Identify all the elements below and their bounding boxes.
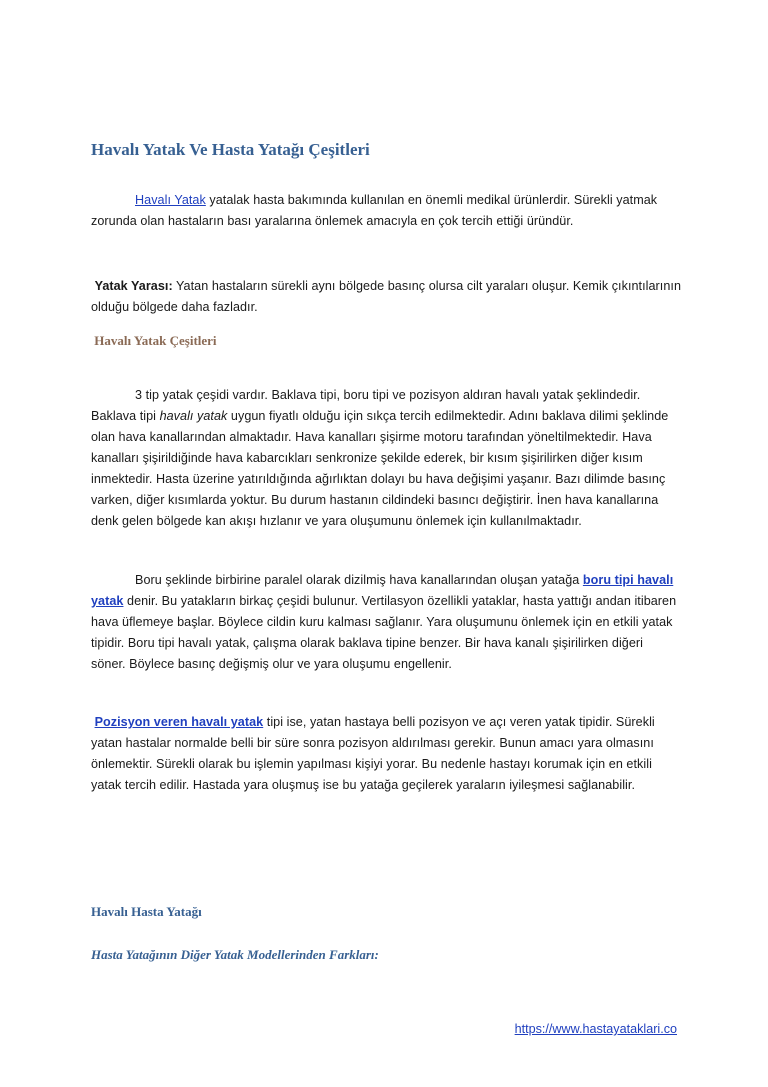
section-heading (91, 333, 681, 349)
section-heading-text: Havalı Yatak Çeşitleri (94, 333, 217, 348)
paragraph-yatak-yarasi (91, 276, 681, 318)
paragraph-text: 3 tip yatak çeşidi vardır. Baklava tipi, boru tipi ve pozisyon aldıran havalı yatak şeklindedir. Baklava tipi (91, 388, 641, 423)
page-title: Havalı Yatak Ve Hasta Yatağı Çeşitleri (91, 140, 370, 159)
paragraph-types (91, 385, 681, 532)
paragraph-pozisyon (91, 712, 681, 796)
paragraph-boru-tipi (91, 570, 681, 675)
paragraph-intro (91, 190, 681, 232)
subheading-farklari: Hasta Yatağının Diğer Yatak Modellerinden Farkları: (91, 947, 379, 962)
boru-tipi-link[interactable]: boru tipi havalı yatak (91, 573, 674, 608)
paragraph-text: Yatan hastaların sürekli aynı bölgede basınç olursa cilt yaraları oluşur. Kemik çıkıntılarının olduğu bölgede daha fazladır. (91, 279, 682, 314)
term-label: Yatak Yarası: (94, 279, 173, 293)
pozisyon-link[interactable]: Pozisyon veren havalı yatak (94, 715, 264, 729)
subheading-hasta-yatagi: Havalı Hasta Yatağı (91, 904, 202, 919)
paragraph-text: yatalak hasta bakımında kullanılan en önemli medikal ürünlerdir. Sürekli yatmak zorunda olan hastaların bası yaralarına önlemek amacıyla en çok tercih ettiği üründür. (91, 193, 658, 228)
paragraph-text: Boru şeklinde birbirine paralel olarak dizilmiş hava kanallarından oluşan yatağa (135, 573, 583, 587)
footer-url-link[interactable]: https://www.hastayataklari.co (514, 1022, 677, 1036)
havali-yatak-link[interactable]: Havalı Yatak (135, 193, 206, 207)
paragraph-text: tipi ise, yatan hastaya belli pozisyon ve açı veren yatak tipidir. Sürekli yatan hastalar normalde belli bir süre sonra pozisyon aldırılması gerekir. Bunun amacı yara olmasını önlemektir. Sürekli olarak bu işlemin yapılması kişiyi yorar. Bu nedenle hastayı korumak için en etkili yatak tercih edilir. Hastada yara oluşmuş ise bu yatağa geçilerek yaraların iyileşmesi sağlanabilir. (91, 715, 655, 792)
paragraph-text: uygun fiyatlı olduğu için sıkça tercih edilmektedir. Adını baklava dilimi şeklinde olan hava kanallarından almaktadır. Hava kanalları şişirme motoru tarafından yöneltilmektedir. Hava kanalları şişirildiğinde hava kabarcıkları senkronize şekilde ederek, bir kısım şişirilirken diğer kısım inmektedir. Hasta üzerine yatırıldığında ağırlıktan dolayı bu hava değişimi yaşanır. Bazı dilimde basınç varken, diğer kısımlarda yoktur. Bu durum hastanın cildindeki basıncı değiştirir. İnen hava kanallarına denk gelen bölgede kan akışı hızlanır ve yara oluşumunu önlemek için kullanılmaktadır. (91, 409, 669, 528)
paragraph-text: denir. Bu yatakların birkaç çeşidi bulunur. Vertilasyon özellikli yataklar, hasta yattığı andan itibaren hava üflemeye başlar. Böylece cildin kuru kalması sağlanır. Yara oluşumunu önlemek için en etkili yatak tipidir. Boru tipi havalı yatak, çalışma olarak baklava tipine benzer. Bir hava kanalı şişirilirken diğeri söner. Böylece basınç değişmiş olur ve yara oluşumu engellenir. (91, 594, 677, 671)
italic-term: havalı yatak (159, 409, 228, 423)
